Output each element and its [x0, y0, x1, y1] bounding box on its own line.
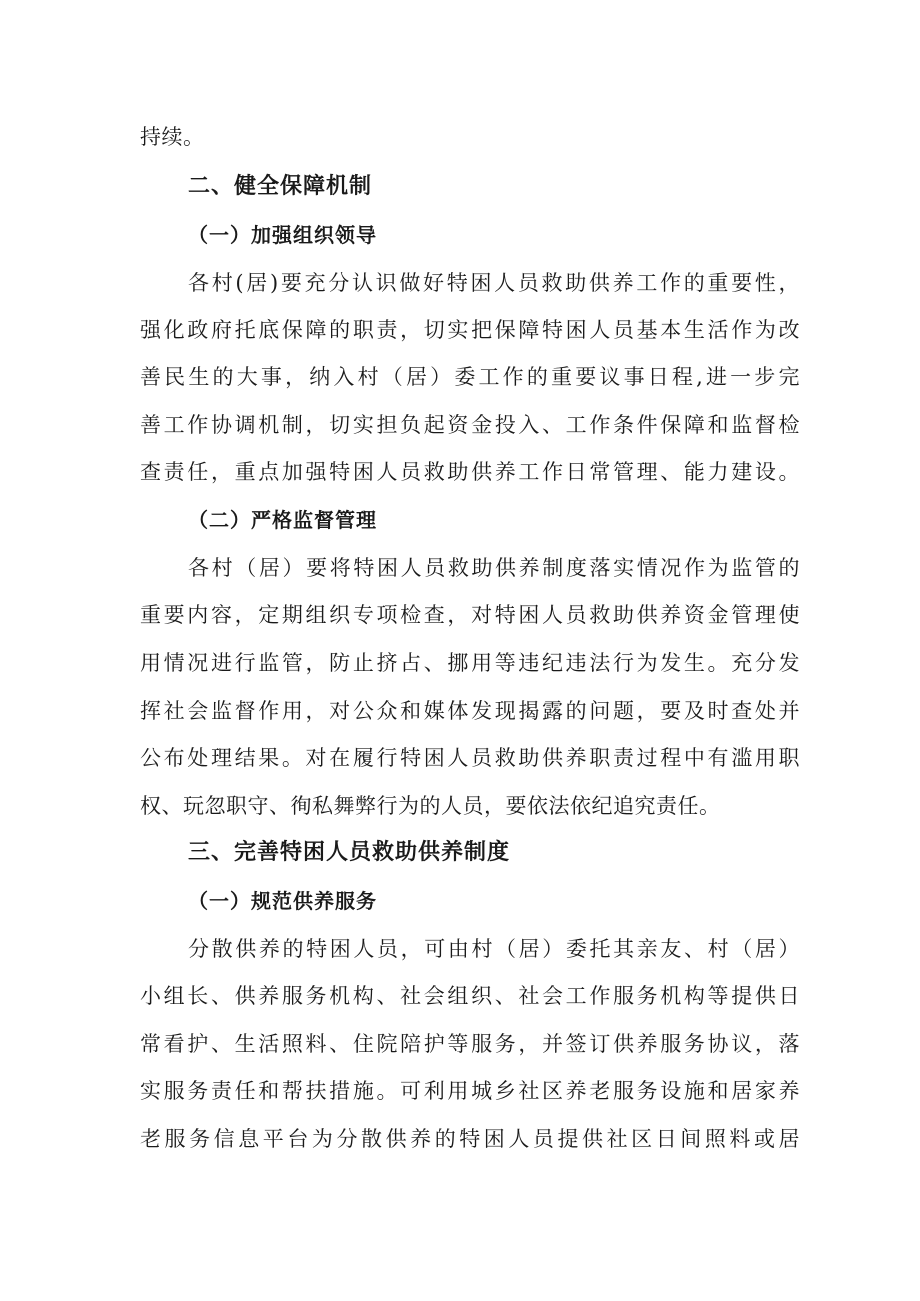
- section-heading-3: 三、完善特困人员救助供养制度: [188, 840, 511, 865]
- paragraph-line: 善民生的大事，纳入村（居）委工作的重要议事日程,进一步完: [140, 365, 800, 389]
- paragraph-line: 查责任，重点加强特困人员救助供养工作日常管理、能力建设。: [140, 460, 800, 484]
- paragraph-line: 挥社会监督作用，对公众和媒体发现揭露的问题，要及时查处并: [140, 699, 800, 723]
- paragraph-line: 老服务信息平台为分散供养的特困人员提供社区日间照料或居: [140, 1127, 800, 1151]
- paragraph-line: 分散供养的特困人员，可由村（居）委托其亲友、村（居）: [188, 937, 800, 961]
- paragraph-line: 权、玩忽职守、徇私舞弊行为的人员，要依法依纪追究责任。: [140, 794, 721, 818]
- paragraph-line: 各村（居）要将特困人员救助供养制度落实情况作为监管的: [188, 556, 800, 580]
- paragraph-line: 用情况进行监管，防止挤占、挪用等违纪违法行为发生。充分发: [140, 651, 800, 675]
- section-heading-2: 二、健全保障机制: [188, 174, 373, 199]
- paragraph-line: 强化政府托底保障的职责，切实把保障特困人员基本生活作为改: [140, 318, 800, 342]
- subsection-heading-3-1: （一）规范供养服务: [188, 889, 377, 913]
- subsection-heading-2-2: （二）严格监督管理: [188, 508, 377, 532]
- paragraph-line: 实服务责任和帮扶措施。可利用城乡社区养老服务设施和居家养: [140, 1079, 800, 1103]
- paragraph-line: 重要内容，定期组织专项检查，对特困人员救助供养资金管理使: [140, 603, 800, 627]
- subsection-heading-2-1: （一）加强组织领导: [188, 223, 377, 247]
- paragraph-line: 公布处理结果。对在履行特困人员救助供养职责过程中有滥用职: [140, 746, 800, 770]
- paragraph-line: 善工作协调机制，切实担负起资金投入、工作条件保障和监督检: [140, 413, 800, 437]
- paragraph-line: 常看护、生活照料、住院陪护等服务，并签订供养服务协议，落: [140, 1032, 800, 1056]
- paragraph-line: 持续。: [140, 125, 205, 149]
- paragraph-line: 各村(居)要充分认识做好特困人员救助供养工作的重要性，: [188, 271, 800, 295]
- paragraph-line: 小组长、供养服务机构、社会组织、社会工作服务机构等提供日: [140, 984, 800, 1008]
